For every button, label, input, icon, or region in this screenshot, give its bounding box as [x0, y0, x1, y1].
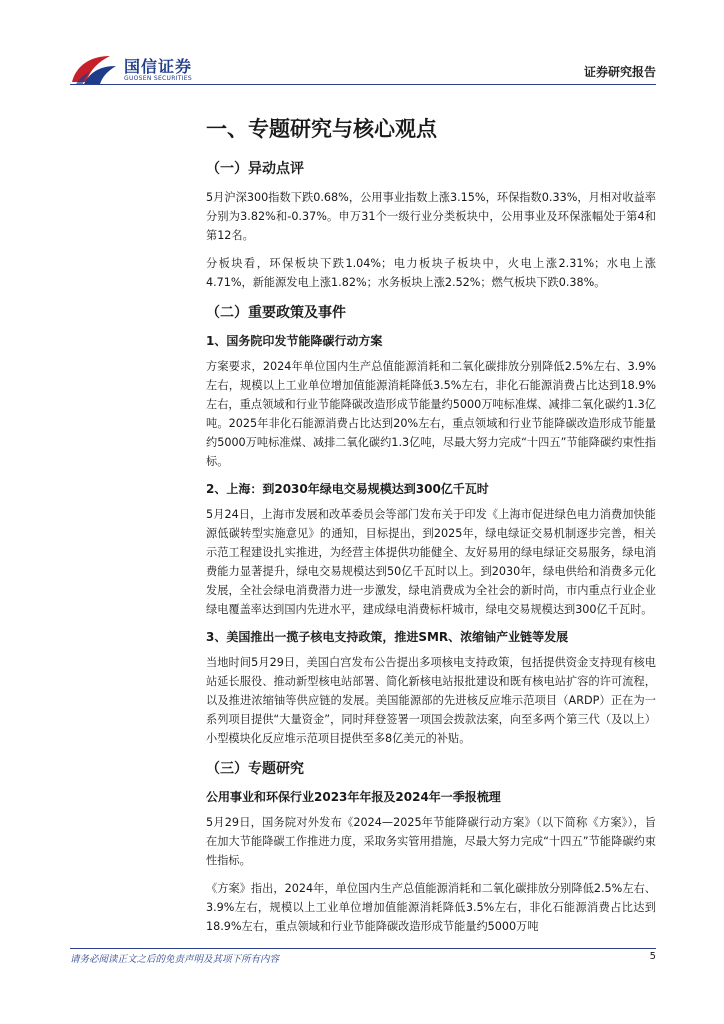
item-text-1: 方案要求，2024年单位国内生产总值能源消耗和二氧化碳排放分别降低2.5%左右、3.9%左右，规模以上工业单位增加值能源消耗降低3.5%左右，非化石能源消费占比达到18.9%左右，重点领域和行业节能降碳改造形成节能量约5000万吨标准煤、减排二氧化碳约1.3亿吨。2025年非化石能源消费占比达到20%左右，重点领域和行业节能降碳改造形成节能量约5000万吨标准煤、减排二氧化碳约1.3亿吨，尽最大努力完成“十四五”节能降碳约束性指标。 [206, 360, 656, 468]
item-text-3: 当地时间5月29日，美国白宫发布公告提出多项核电支持政策，包括提供资金支持现有核电站延长服役、推动新型核电站部署、简化新核电站报批建设和既有核电站扩容的许可流程，以及推进浓缩铀等供应链的发展。美国能源部的先进核反应堆示范项目（ARDP）正在为一系列项目提供“大量资金”，同时拜登签署一项国会拨款法案，向至多两个第三代（及以上）小型模块化反应堆示范项目提供至多8亿美元的补贴。 [206, 656, 656, 745]
special-research-paragraph-1: 5月29日，国务院对外发布《2024—2025年节能降碳行动方案》（以下简称《方案》），旨在加大节能降碳工作推进力度，采取务实管用措施，尽最大努力完成“十四五”节能降碳约束性指标。 [206, 816, 656, 867]
main-content [206, 114, 656, 945]
subsection-heading-1: （一）异动点评 [206, 161, 304, 177]
paragraph-sector-review: 分板块看，环保板块下跌1.04%；电力板块子板块中，火电上涨2.31%；水电上涨4.71%，新能源发电上涨1.82%；水务板块上涨2.52%；燃气板块下跌0.38%。 [206, 257, 656, 289]
guosen-logo-icon [70, 52, 118, 86]
item-text-2: 5月24日，上海市发展和改革委员会等部门发布关于印发《上海市促进绿色电力消费加快能源低碳转型实施意见》的通知，目标提出，到2025年，绿电绿证交易机制逐步完善，相关示范工程建设扎实推进，为经营主体提供功能健全、友好易用的绿电绿证交易服务，绿电消费能力显著提升，绿电交易规模达到50亿千瓦时以上。到2030年，绿电供给和消费多元化发展，全社会绿电消费潜力进一步激发，绿电消费成为全社会的新时尚，市内重点行业企业绿电覆盖率达到国内先进水平，建成绿电消费标杆城市，绿电交易规模达到300亿千瓦时。 [206, 508, 656, 616]
subsection-heading-3: （三）专题研究 [206, 761, 304, 777]
paragraph-index-review: 5月沪深300指数下跌0.68%，公用事业指数上涨3.15%，环保指数0.33%，月相对收益率分别为3.82%和-0.37%。申万31个一级行业分类板块中，公用事业及环保涨幅处于第4和第12名。 [206, 191, 656, 242]
footer-divider [70, 948, 656, 949]
page-number: 5 [649, 951, 656, 962]
item-title-2: 2、上海：到2030年绿电交易规模达到300亿千瓦时 [206, 482, 489, 496]
guosen-logo [70, 52, 200, 86]
logo-text-en: GUOSEN SECURITIES [124, 75, 193, 82]
subsection-heading-2: （二）重要政策及事件 [206, 305, 346, 321]
special-research-paragraph-2: 《方案》指出，2024年，单位国内生产总值能源消耗和二氧化碳排放分别降低2.5%左右、3.9%左右，规模以上工业单位增加值能源消耗降低3.5%左右，非化石能源消费占比达到18.9%左右，重点领域和行业节能降碳改造形成节能量约5000万吨 [206, 882, 656, 933]
logo-text-cn: 国信证券 [124, 57, 193, 76]
disclaimer-text: 请务必阅读正文之后的免责声明及其项下所有内容 [70, 954, 280, 965]
item-title-1: 1、国务院印发节能降碳行动方案 [206, 334, 383, 348]
item-title-3: 3、美国推出一揽子核电支持政策，推进SMR、浓缩铀产业链等发展 [206, 630, 569, 644]
section-title: 一、专题研究与核心观点 [206, 117, 437, 141]
report-type-label: 证券研究报告 [583, 65, 656, 79]
header-divider [70, 84, 656, 85]
special-research-title: 公用事业和环保行业2023年年报及2024年一季报梳理 [206, 790, 501, 804]
